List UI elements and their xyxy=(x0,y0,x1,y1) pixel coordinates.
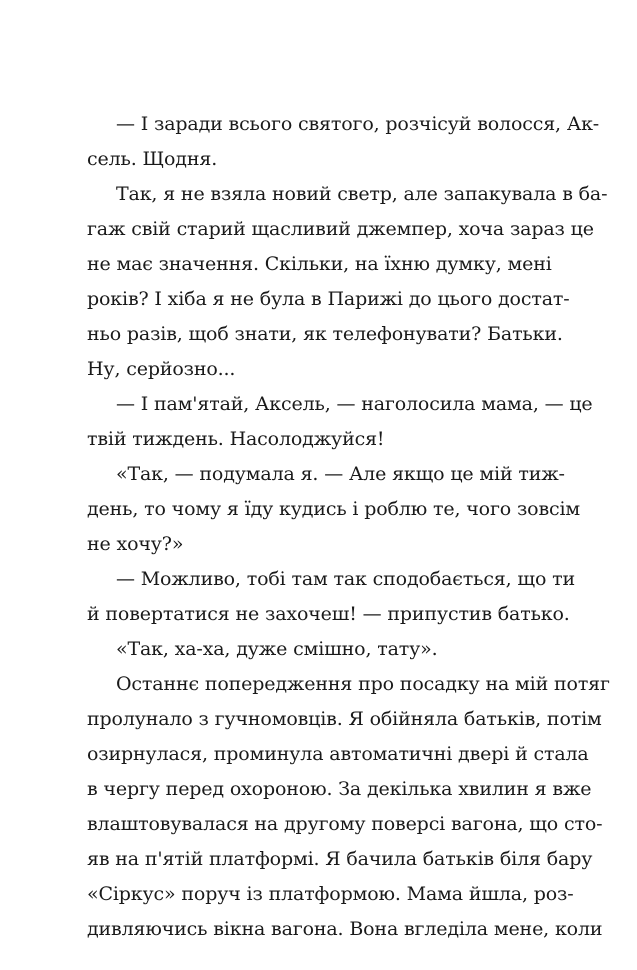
text-line: ньо разів, щоб знати, як телефонувати? Батьки. xyxy=(87,323,563,345)
text-line: яв на п'ятій платформі. Я бачила батьків біля бару xyxy=(87,848,593,870)
text-line: пролунало з гучномовців. Я обійняла батьків, потім xyxy=(87,708,602,730)
text-line: не хочу?» xyxy=(87,533,184,555)
text-line: сель. Щодня. xyxy=(87,148,218,170)
text-line: «Так, — подумала я. — Але якщо це мій тиж- xyxy=(116,463,565,485)
text-line: «Сіркус» поруч із платформою. Мама йшла, роз- xyxy=(87,883,574,905)
text-line: років? І хіба я не була в Парижі до цього достат- xyxy=(87,288,570,310)
text-line: — Можливо, тобі там так сподобається, що ти xyxy=(116,568,575,590)
text-line: влаштовувалася на другому поверсі вагона, що сто- xyxy=(87,813,603,835)
text-line: «Так, ха-ха, дуже смішно, тату». xyxy=(116,638,438,660)
text-line: дивляючись вікна вагона. Вона вгледіла мене, коли xyxy=(87,918,603,940)
text-line: гаж свій старий щасливий джемпер, хоча зараз це xyxy=(87,218,594,240)
text-line: твій тиждень. Насолоджуйся! xyxy=(87,428,385,450)
text-line: — І заради всього святого, розчісуй волосся, Ак- xyxy=(116,113,600,135)
text-line: в чергу перед охороною. За декілька хвилин я вже xyxy=(87,778,592,800)
text-line: й повертатися не захочеш! — припустив батько. xyxy=(87,603,570,625)
text-line: день, то чому я їду кудись і роблю те, чого зовсім xyxy=(87,498,581,520)
text-line: Останнє попередження про посадку на мій потяг xyxy=(116,673,610,695)
text-line: озирнулася, проминула автоматичні двері й стала xyxy=(87,743,589,765)
text-line: не має значення. Скільки, на їхню думку, мені xyxy=(87,253,552,275)
text-line: Так, я не взяла новий светр, але запакувала в ба- xyxy=(116,183,608,205)
text-line: — І пам'ятай, Аксель, — наголосила мама, — це xyxy=(116,393,593,415)
text-line: Ну, серйозно... xyxy=(87,358,236,380)
